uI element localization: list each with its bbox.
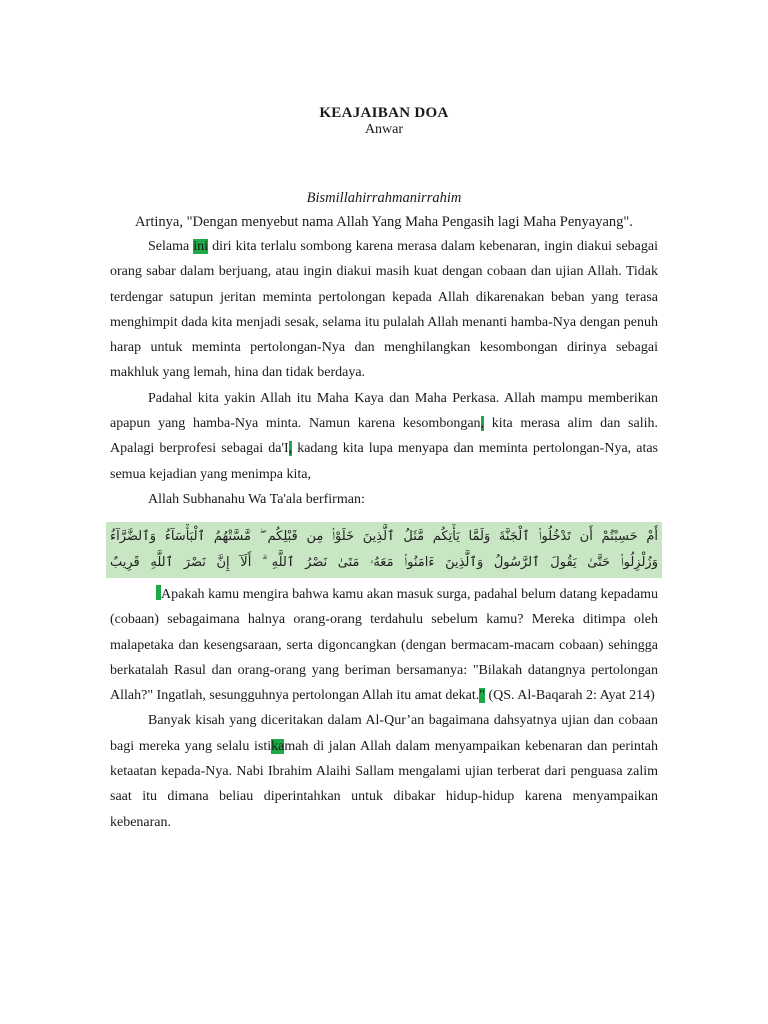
highlight-mark: " [479,688,485,704]
paragraph-2-text-a: Padahal kita yakin Allah itu Maha Kaya dan Maha Perkasa. Allah mampu memberikan apapun yang hamba-Nya minta. Namun karena kesombongan [110,390,658,432]
paragraph-3-text-b: mah di jalan Allah dalam menyampaikan kebenaran dan perintah ketaatan kepada-Nya. Nabi Ibrahim Alaihi Sallam mengalami ujian terberat dari penguasa zalim saat itu dimana beliau diperintahkan untuk dibakar hidup-hidup karena menyampaikan kebenaran. [110,738,658,830]
highlight-mark: ini [193,239,209,254]
paragraph-3-text-a: Banyak kisah yang diceritakan dalam Al-Qur’an bagaimana dahsyatnya ujian dan cobaan bagi mereka yang selalu isti [110,713,658,754]
paragraph-2-text-c: kadang kita lupa menyapa dan meminta pertolongan-Nya, atas semua kejadian yang menimpa kita, [110,441,658,482]
highlight-mark: ka [271,738,285,754]
document-page [110,100,658,835]
quran-verse-translation [110,582,658,708]
paragraph-2-text-b: kita merasa alim dan salih. Apalagi berprofesi sebagai da'I [110,416,658,457]
paragraph-3 [110,708,658,834]
document-title: KEAJAIBAN DOA [319,105,449,121]
paragraph-1-text-a: Selama [148,239,194,254]
highlight-mark: , [480,416,485,432]
quran-verse-line-2: وَزُلْزِلُوا۟ حَتَّىٰ يَقُولَ ٱلرَّسُولُ وَٱلَّذِينَ ءَامَنُوا۟ مَعَهُۥ مَتَىٰ نَصْرُ ٱللَّهِ ۗ أَلَآ إِنَّ نَصْرَ ٱللَّهِ قَرِيبٌ [110,554,658,570]
basmalah: Bismillahirrahmanirrahim [306,190,462,206]
paragraph-2 [110,386,658,487]
quran-verse-arabic [106,522,662,578]
highlight-mark: , [288,441,293,457]
document-author: Anwar [364,122,404,137]
basmalah-translation: Artinya, "Dengan menyebut nama Allah Yang Maha Pengasih lagi Maha Penyayang". [135,214,633,230]
translation-reference: (QS. Al-Baqarah 2: Ayat 214) [484,688,655,704]
quran-verse-line-1: أَمْ حَسِبْتُمْ أَن تَدْخُلُوا۟ ٱلْجَنَّةَ وَلَمَّا يَأْتِكُم مَّثَلُ ٱلَّذِينَ خَلَوْا۟ مِن قَبْلِكُم ۖ مَّسَّتْهُمُ ٱلْبَأْسَآءُ وَٱلضَّرَّآءُ [110,528,658,544]
paragraph-1-text-b: diri kita terlalu sombong karena merasa dalam kebenaran, ingin diakui sebagai orang sabar dalam berjuang, atau ingin diakui masih kuat dengan cobaan dan ujian Allah. Tidak terdengar satupun jeritan meminta pertolongan kepada Allah dikarenakan beban yang terasa menghimpit dada kita menjadi sesak, selama itu pulalah Allah menanti hamba-Nya dengan penuh harap untuk meminta pertolongan-Nya dan menghilangkan kesombongan dirinya sebagai makhluk yang lemah, hina dan tidak berdaya. [110,239,659,381]
translation-text-a: Apakah kamu mengira bahwa kamu akan masuk surga, padahal belum datang kepadamu (cobaan) sebagaimana halnya orang-orang terdahulu sebelum kamu? Mereka ditimpa oleh malapetaka dan kesengsaraan, serta digoncangkan (dengan bermacam-macam cobaan) sehingga berkatalah Rasul dan orang-orang yang beriman bersamanya: "Bilakah datangnya pertolongan Allah?" Ingatlah, sesungguhnya pertolongan Allah itu amat dekat. [110,586,658,704]
firman-intro: Allah Subhanahu Wa Ta'ala berfirman: [148,491,365,507]
paragraph-1 [110,234,658,386]
